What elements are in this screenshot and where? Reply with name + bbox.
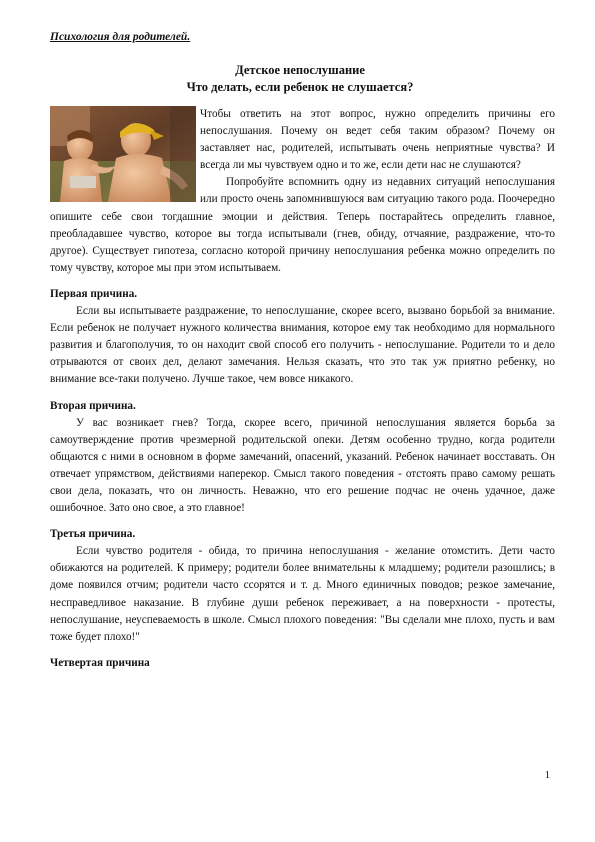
section-1-text: Если вы испытываете раздражение, то непослушание, скорее всего, вызвано борьбой за внимание. Если ребенок не получает нужного количества внимания, которое ему так необходимо для нормального развития и благополучия, то он находит свой способ его получить - непослушание. Родители то и дело отрываются от своих дел, делают замечания. Нельзя сказать, что это так уж приятно ребенку, но внимание все-таки получено. Лучше такое, чем вовсе никакого. xyxy=(50,305,555,386)
section-3-text: Если чувство родителя - обида, то причина непослушания - желание отомстить. Дети часто обижаются на родителей. К примеру; родители более внимательны к младшему; родители разошлись; в доме появился отчим; родители часто ссорятся и т. д. Много единичных поводов; резкое замечание, несправедливое наказание. В глубине души ребенок переживает, а на поверхности - протесты, непослушание, неуспеваемость в школе. Смысл плохого поведения: "Вы сделали мне плохо, пусть и вам тоже будет плохо!" xyxy=(50,545,555,643)
section-2-heading: Вторая причина. xyxy=(50,399,136,412)
document-title: Детское непослушание xyxy=(235,63,365,77)
section-4-heading: Четвертая причина xyxy=(50,656,150,669)
document-header: Психология для родителей. xyxy=(50,31,191,43)
photo-spacer xyxy=(50,106,200,202)
page-number: 1 xyxy=(544,770,550,781)
section-1-heading: Первая причина. xyxy=(50,287,138,300)
section-3-heading: Третья причина. xyxy=(50,528,136,541)
intro-paragraph-2: Попробуйте вспомнить одну из недавних ситуаций непослушания или просто очень запомнившуюся вам ситуацию такого рода. Поочередно опишите себе свои тогдашние эмоции и действия. Теперь постарайтесь определить главное, преобладавшее чувство, которое вы тогда испытывали (гнев, обиду, отчаяние, раздражение, что-то другое). Существует гипотеза, согласно которой причину непослушания ребенка можно определить по тому чувству, которое мы при этом испытываем. xyxy=(50,176,555,274)
document-subtitle: Что делать, если ребенок не слушается? xyxy=(186,80,414,94)
intro-paragraph-1: Чтобы ответить на этот вопрос, нужно определить причины его непослушания. Почему он ведет себя таким образом? Почему он заставляет нас, родителей, испытывать очень неприятные чувства? И всегда ли мы чувствуем одно и то же, если дети нас не слушаются? xyxy=(200,108,555,172)
article-body xyxy=(50,106,555,672)
section-2-text: У вас возникает гнев? Тогда, скорее всего, причиной непослушания является борьба за самоутверждение против чрезмерной родительской опеки. Детям особенно трудно, когда родители общаются с ними в основном в форме замечаний, опасений, указаний. Ребенок начинает восставать. Он отвечает упрямством, действиями наперекор. Смысл такого поведения - отстоять право самому решать свои дела, показать, что он личность. Неважно, что его решение подчас не очень удачное, даже ошибочное. Зато оно свое, а это главное! xyxy=(50,416,555,515)
